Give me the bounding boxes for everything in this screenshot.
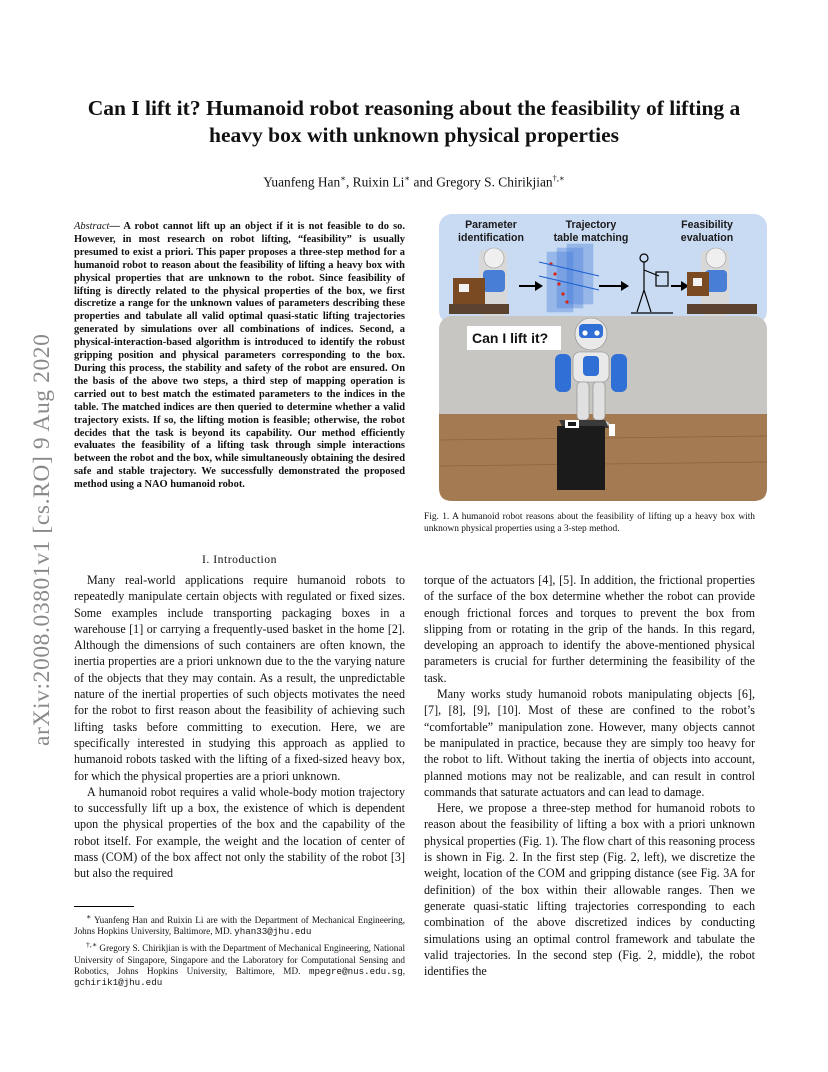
affiliation-mark: †,∗ bbox=[552, 173, 565, 183]
author-name: Gregory S. Chirikjian bbox=[436, 174, 553, 190]
email-address: gchirik1@jhu.edu bbox=[74, 977, 163, 989]
arxiv-identifier: arXiv:2008.03801v1 [cs.RO] 9 Aug 2020 bbox=[29, 333, 55, 746]
abstract-text: — A robot cannot lift up an object if it is not feasible to do so. However, in most research on robot lifting, “feasibility” is usually presumed to exist a priori. This paper proposes a three-step method for a humanoid robot to reason about the feasibility of lifting a heavy box with physical properties that are unknown to the robot. Since feasibility of lifting is directly related to the physical properties of the box, we first discretize a range for the unknown values of parameters describing these properties and tabulate all valid optimal quasi-static lifting trajectories generated by simulations over all combinations of indices. Second, a physical-interaction-based algorithm is introduced to identify the robust gripping position and physical parameters corresponding to the box. During this process, the stability and safety of the robot are ensured. On the basis of the above two steps, a third step of mapping operation is carried out to best match the estimated parameters to the indices in the table. The matched indices are then queried to determine whether a valid trajectory exists. If so, the lifting motion is feasible; otherwise, the robot decides that the task is beyond its capability. Our method efficiently evaluates the feasibility of a lifting task through simple interactions between the robot and the box, while simultaneously obtaining the desired safe and stable trajectory. We successfully demonstrated the proposed method using a NAO humanoid robot. bbox=[74, 221, 405, 491]
figure-illustration bbox=[439, 214, 767, 501]
figure-caption: Fig. 1. A humanoid robot reasons about the feasibility of lifting up a heavy box with unknown physical properties using a 3-step method. bbox=[424, 512, 755, 534]
affiliation-mark: ∗ bbox=[404, 173, 411, 183]
paragraph: Many works study humanoid robots manipulating objects [6], [7], [8], [9], [10]. Most of these are confined to the robot’s “comfortable” manipulation zone. However, many objects cannot be manipulated in practice, because they are simply too heavy for the robot to lift. Without taking the inertia of objects into account, planned motions may not be realizable, and can result in control commands that saturate actuators and can lead to damage. bbox=[424, 687, 755, 799]
footnote-rule bbox=[74, 906, 134, 907]
trajectory-table-icon bbox=[539, 244, 599, 312]
author-separator: and bbox=[410, 174, 437, 190]
paragraph: Many real-world applications require humanoid robots to repeatedly manipulate certain objects with regulated or fixed sizes. Some examples include transporting packaging boxes in a warehouse [1] or carrying a frequently-used basket in the home [2]. Although the dimensions of such containers are often known, the inertia properties are a priori unknown due to the the varying nature of the objects that they may contain. As a result, the unpredictable nature of the inertial properties of such objects motivates the need for the robot to first reason about the feasibility of achieving such lifting tasks before committing to execution. Here, we are specifically interested in studying this approach as applied to humanoid robots tasked with the lifting of a fixed-sized heavy box, for which the physical properties are a priori unknown. bbox=[74, 573, 405, 783]
email-separator: , bbox=[402, 965, 406, 976]
step3-label-line2: evaluation bbox=[680, 232, 734, 244]
author-name: Yuanfeng Han bbox=[263, 174, 341, 190]
left-column-text bbox=[74, 572, 405, 882]
step1-label-line2: identification bbox=[458, 232, 524, 244]
step1-label-line1: Parameter bbox=[465, 219, 517, 231]
step3-label-line1: Feasibility bbox=[681, 219, 733, 231]
abstract-label: Abstract bbox=[74, 221, 110, 232]
email-address: mpegre@nus.edu.sg bbox=[308, 965, 403, 977]
footnote-text: Gregory S. Chirikjian is with the Department of Mechanical Engineering, National University of Singapore, Singapore and the Laboratory for Computational Sensing and Robotics, Johns Hopkins University, Baltimore, MD. bbox=[74, 943, 405, 976]
email-address: yhan33@jhu.edu bbox=[234, 926, 312, 938]
author-separator: , bbox=[345, 174, 353, 190]
paragraph: torque of the actuators [4], [5]. In addition, the frictional properties of the surface of the box determine whether the robot can provide enough frictional forces and torques to prevent the box from slipping from or rotating in the grip of the hands. In this regard, developing an approach to identify the above-mentioned physical parameters is crucial for further determining the feasibility of the task. bbox=[424, 573, 755, 685]
right-column-text bbox=[424, 572, 755, 979]
footnote-text: Yuanfeng Han and Ruixin Li are with the Department of Mechanical Engineering, Johns Hopkins University, Baltimore, MD. bbox=[74, 915, 405, 937]
abstract bbox=[74, 221, 405, 492]
paper-title: Can I lift it? Humanoid robot reasoning about the feasibility of lifting a heavy box with unknown physical properties bbox=[87, 96, 741, 147]
affiliation-mark: ∗ bbox=[340, 173, 346, 183]
paragraph: Here, we propose a three-step method for humanoid robots to reason about the feasibility of lifting a box with a priori unknown physical properties (Fig. 1). The flow chart of this reasoning process is shown in Fig. 2. In the first step (Fig. 2, left), we discretize the weight, location of the COM and gripping distance (see Fig. 3A for definition) of the box within their allowable ranges. Then we generate quasi-static lifting trajectories corresponding to each combination of the above discretized indices by conducting simulations using an optimal control framework and tabulate the valid trajectories. In the second step (Fig. 2, middle), the robot identifies the bbox=[424, 801, 755, 979]
footnotes bbox=[74, 906, 405, 990]
figure-1 bbox=[439, 214, 767, 501]
footnote bbox=[74, 911, 405, 937]
step2-label-line1: Trajectory bbox=[565, 219, 617, 231]
footnote-mark: ∗ bbox=[86, 912, 92, 921]
footnote bbox=[74, 939, 405, 988]
author-list bbox=[60, 173, 768, 190]
author-name: Ruixin Li bbox=[352, 174, 405, 190]
step2-label-line2: table matching bbox=[553, 232, 629, 244]
paragraph: A humanoid robot requires a valid whole-body motion trajectory to successfully lift up a box, the existence of which is dependent upon the physical properties of the box and the capability of the robot itself. For example, the weight and the location of center of mass (COM) of the box affect not only the stability of the robot [3] but also the required bbox=[74, 784, 405, 881]
footnote-mark: †,∗ bbox=[86, 940, 98, 950]
speech-text: Can I lift it? bbox=[472, 330, 549, 346]
section-heading: I. Introduction bbox=[201, 553, 277, 566]
